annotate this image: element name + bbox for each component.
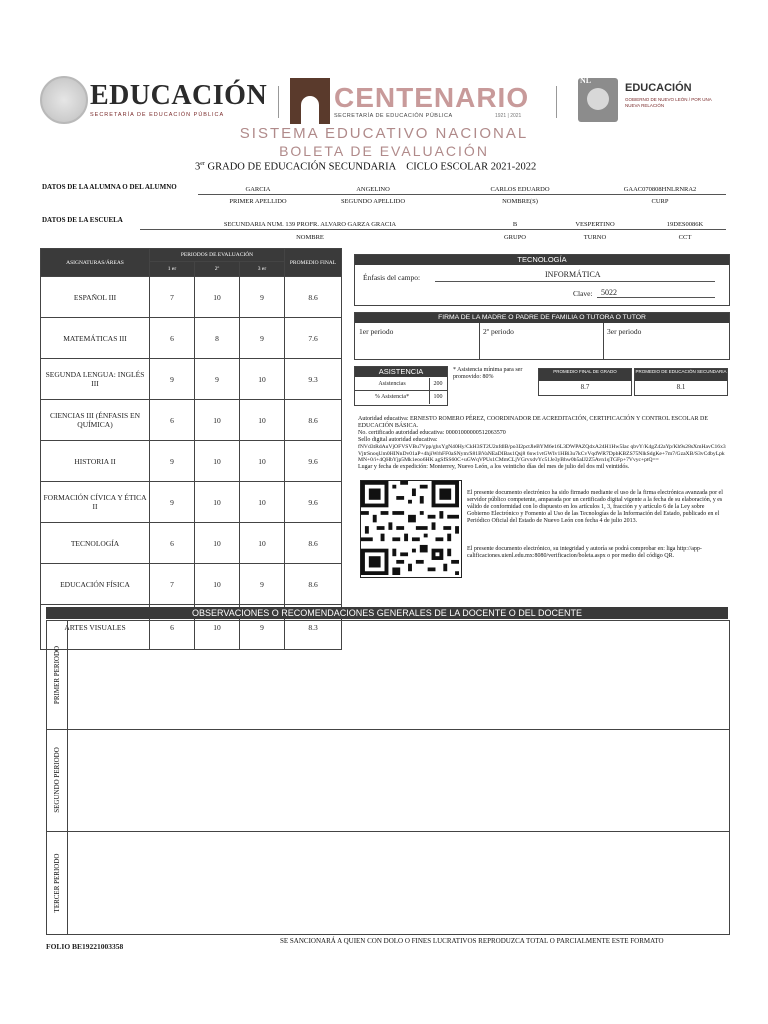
grade-p1: 7 [150,564,195,605]
school-data-label: DATOS DE LA ESCUELA [42,216,123,224]
nuevo-leon-badge-icon [578,78,618,122]
grade-average: 8.3 [285,605,342,650]
asistencias-label: Asistencias [355,378,430,391]
educacion-logo [40,76,275,124]
grade-p2: 9 [195,359,240,400]
authority-seal-label: Sello digital autoridad educativa: [358,437,438,443]
segundo-apellido-caption: SEGUNDO APELLIDO [340,198,406,205]
grade-p3: 10 [240,482,285,523]
legal-text-1: El presente documento electrónico ha sido firmado mediante el uso de la firma electrónica avanzada por el servidor público competente, amparada por un certificado digital vigente a la fecha de su elaboración, y es válido de conformidad con lo dispuesto en los artículos 1, 3, fracción y y artículo 6 de la Ley sobre Gobierno Electrónico y Fomento al Uso de las Tecnologías de la Información del Estado, publicado en el Periódico Oficial del Estado de Nuevo León con fecha 4 de julio 2013. [467,490,723,524]
grade-rows [41,277,342,650]
promedio-grado-panel [538,368,632,396]
authority-block [358,416,726,471]
table-row [41,482,342,523]
table-row [41,523,342,564]
clave-label: Clave: [573,289,593,298]
logo-centenario-years: 1921 | 2021 [495,113,522,119]
cct-caption: CCT [678,234,692,241]
turno-value: VESPERTINO [575,221,615,228]
grupo-caption: GRUPO [503,234,527,241]
logo-educacion-word: EDUCACIÓN [90,80,268,111]
observations-box [46,620,730,935]
turno-caption: TURNO [583,234,607,241]
period-1-header: 1 er [150,262,195,277]
segundo-apellido-value: ANGELINO [356,186,390,193]
table-row [41,400,342,441]
grades-table [40,248,342,650]
grade-average: 9.6 [285,482,342,523]
student-data-label: DATOS DE LA ALUMNA O DEL ALUMNO [42,183,177,191]
grade-average: 9.6 [285,441,342,482]
grade-p2: 8 [195,318,240,359]
period-3-header: 3 er [240,262,285,277]
pct-asistencia-value: 100 [433,394,443,400]
subject-name: FORMACIÓN CÍVICA Y ÉTICA II [41,482,150,523]
nl-label: NL [580,76,592,85]
subject-name: TECNOLOGÍA [41,523,150,564]
promedio-nivel-value: 8.1 [676,383,686,391]
centenario-gate-icon [290,78,330,124]
grade-p3: 10 [240,523,285,564]
observations-period-3-label [47,831,68,934]
curp-value: GAAC070808HNLRNRA2 [623,186,697,193]
observations-divider [47,729,729,730]
table-row [41,359,342,400]
logo-educacion-subtitle: SECRETARÍA DE EDUCACIÓN PÚBLICA [90,112,225,118]
grade-average: 8.6 [285,277,342,318]
nombres-caption: NOMBRE(S) [502,198,538,205]
centenario-logo [290,78,535,126]
period-1-text: PRIMER PERIODO [53,645,61,705]
grade-p1: 9 [150,441,195,482]
tecnologia-panel [354,254,730,306]
asistencia-note: * Asistencia mínima para ser promovido: 80% [453,367,523,380]
boleta-title: BOLETA DE EVALUACIÓN [279,143,489,159]
grade-p2: 10 [195,523,240,564]
observations-title: OBSERVACIONES O RECOMENDACIONES GENERALES DE LA DOCENTE O DEL DOCENTE [46,607,728,619]
nuevo-leon-logo [578,78,728,128]
period-2-text: SEGUNDO PERIODO [53,747,61,813]
logo-nl-word: EDUCACIÓN [625,82,692,94]
issue-place-date: Lugar y fecha de expedición: Monterrey, Nuevo León, a los veinticho días del mes de julio del dos mil veintidós. [358,463,630,470]
firma-period-1: 1er periodo [359,327,394,336]
asistencia-panel [354,366,448,406]
verification-qr-icon[interactable] [360,480,462,578]
promedio-grado-value: 8.7 [580,383,590,391]
grade-p2: 10 [195,441,240,482]
grade-p1: 9 [150,482,195,523]
grade-p3: 9 [240,318,285,359]
subject-name: EDUCACIÓN FÍSICA [41,564,150,605]
subject-name: MATEMÁTICAS III [41,318,150,359]
grade-p2: 10 [195,605,240,650]
grade-line [195,161,536,173]
authority-cert-number: No. certificado autoridad educativa: 00001000000512063570 [358,430,506,436]
grade-p2: 10 [195,277,240,318]
firma-period-3: 3er periodo [607,327,642,336]
clave-value: 5022 [601,288,617,297]
grade-p1: 7 [150,277,195,318]
subject-name: SEGUNDA LENGUA: INGLÉS III [41,359,150,400]
observations-divider [47,831,729,832]
promedio-grado-label: PROMEDIO FINAL DE GRADO [539,369,631,381]
promedio-nivel-label: PROMEDIO DE EDUCACIÓN SECUNDARIA [635,369,727,381]
grade-average: 8.6 [285,400,342,441]
grade-number: 3 [195,161,201,173]
firma-period-2: 2º periodo [483,327,514,336]
period-3-text: TERCER PERIODO [53,853,61,912]
grade-p1: 6 [150,523,195,564]
periods-header: PERIODOS DE EVALUACIÓN [150,249,285,262]
grade-average: 8.6 [285,523,342,564]
legal-text-2: El presente documento electrónico, su integridad y autoría se podrá comprobar en: liga http://app-calificaciones.uienl.edu.mx:8080/verificacion/boleta.aspx o por medio del código QR. [467,546,702,559]
grade-p1: 9 [150,359,195,400]
observations-period-1-label [47,621,68,729]
authority-line: Autoridad educativa: ERNESTO ROMERO PÉREZ, COORDINADOR DE ACREDITACIÓN, CERTIFICACIÓN Y CONTROL ESCOLAR DE EDUCACIÓN BÁSICA. [358,416,709,429]
grade-p1: 6 [150,318,195,359]
grade-p2: 10 [195,564,240,605]
grupo-value: B [512,221,518,228]
subject-name: ARTES VISUALES [41,605,150,650]
header-divider [278,86,279,118]
folio-number: FOLIO BE19221003358 [46,942,124,951]
curp-caption: CURP [651,198,669,205]
clave-line [597,297,715,298]
logo-centenario-subtitle: SECRETARÍA DE EDUCACIÓN PÚBLICA [334,113,453,119]
period-2-header: 2º [195,262,240,277]
grade-sup: er [200,161,205,167]
grade-average: 8.6 [285,564,342,605]
student-line [198,194,726,195]
primer-apellido-value: GARCIA [245,186,271,193]
subject-name: ESPAÑOL III [41,277,150,318]
grade-p3: 9 [240,605,285,650]
grade-p3: 9 [240,277,285,318]
firma-title: FIRMA DE LA MADRE O PADRE DE FAMILIA O TUTORA O TUTOR [355,313,729,323]
school-cycle: CICLO ESCOLAR 2021-2022 [406,161,537,173]
logo-nl-subtitle: GOBIERNO DE NUEVO LEÓN / POR UNA NUEVA RELACIÓN [625,97,712,108]
header-divider [556,86,557,118]
grade-p2: 10 [195,482,240,523]
school-line [140,229,726,230]
grade-text: GRADO DE EDUCACIÓN SECUNDARIA [207,161,396,173]
table-row [41,318,342,359]
cct-value: 19DES0086K [666,221,704,228]
promedio-nivel-panel [634,368,728,396]
nombres-value: CARLOS EDUARDO [490,186,550,193]
grade-p1: 6 [150,605,195,650]
table-row [41,564,342,605]
firma-divider [603,323,604,359]
asistencia-title: ASISTENCIA [355,367,447,377]
reproduction-warning: SE SANCIONARÁ A QUIEN CON DOLO O FINES LUCRATIVOS REPRODUZCA TOTAL O PARCIALMENTE ESTE FORMATO [280,937,664,945]
grade-p3: 10 [240,400,285,441]
table-row [41,277,342,318]
observations-period-2-label [47,729,68,831]
table-row [41,441,342,482]
grade-p2: 10 [195,400,240,441]
pct-asistencia-label: % Asistencia* [355,391,430,404]
grade-average: 9.3 [285,359,342,400]
enfasis-value: INFORMÁTICA [545,270,601,279]
digital-seal: fNVd3tRdAuVjOFVSVBu7Vpp/ghxYgN40Hy/CkH3ST2U2nfdlB/po3I2pctJleBYM6e16L3DWPAZQdxA24H1Hw5Iac qbvY/K4gZ42aYp/Kh9s28sXmHavC16x3VjtrSnoqUm0HINnDv01aP+4hjiWrhFF0aSNym/S81BVaNEaDIBas1Qsj8 6nw1vtGWIv1HBi3u7kCvVqdWR7DpbKBZS75NlkSdgKe+7m7/GzaXB/S3vCdbyLpkMN+0/i+4QHbYjp5Mk1eoo6HK agSfSS60C+uGWqVPUs1CMmCLjVGrvxdvYc51Je3yBhw0b5aIJ2Z5Avn1qTGFp+7Vvyc+ptQ== [358,444,726,463]
grade-p3: 10 [240,441,285,482]
firma-panel [354,312,730,360]
enfasis-line [435,281,715,282]
grade-p3: 9 [240,564,285,605]
grade-p3: 10 [240,359,285,400]
average-header: PROMEDIO FINAL [285,249,342,277]
national-seal-icon [40,76,88,124]
grade-average: 7.6 [285,318,342,359]
school-name-value: SECUNDARIA NUM. 139 PROFR. ALVARO GARZA GRACIA [223,221,397,228]
subject-name: HISTORIA II [41,441,150,482]
grade-p1: 6 [150,400,195,441]
enfasis-label: Énfasis del campo: [363,273,421,282]
asistencias-value: 200 [429,378,447,391]
primer-apellido-caption: PRIMER APELLIDO [229,198,287,205]
subject-name: CIENCIAS III (ÉNFASIS EN QUÍMICA) [41,400,150,441]
school-name-caption: NOMBRE [296,234,324,241]
logo-centenario-word: CENTENARIO [334,82,530,113]
firma-divider [479,323,480,359]
subject-header: ASIGNATURAS/ÁREAS [41,249,150,277]
system-title: SISTEMA EDUCATIVO NACIONAL [239,125,529,142]
tecnologia-title: TECNOLOGÍA [355,255,729,265]
